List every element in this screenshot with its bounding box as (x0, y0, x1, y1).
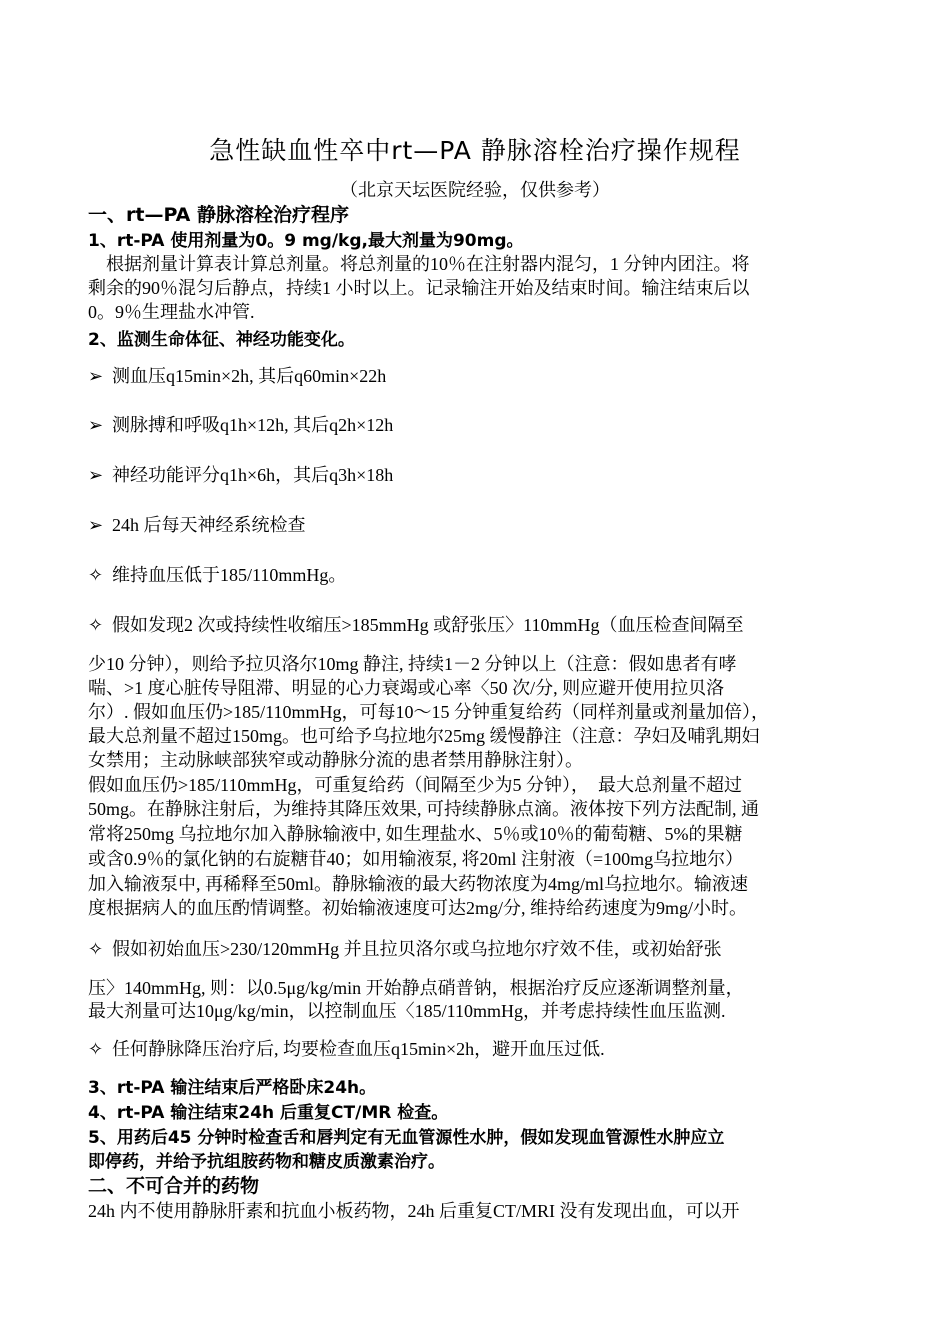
item1-heading: 1、rt-PA 使用剂量为0。9 mg/kg,最大剂量为90mg。 (88, 231, 524, 251)
diamond-bullet-icon: ✧ (88, 1039, 104, 1059)
diamond-bullet-icon: ✧ (88, 565, 104, 585)
list-item-text: 假如初始血压>230/120mmHg 并且拉贝洛尔或乌拉地尔疗效不佳，或初始舒张 (112, 939, 722, 959)
paragraph-line: 女禁用；主动脉峡部狭窄或动静脉分流的患者禁用静脉注射）。 (88, 750, 583, 770)
arrow-bullet-icon: ➢ (88, 366, 104, 386)
paragraph-line: 喘、>1 度心脏传导阻滞、明显的心力衰竭或心率〈50 次/分, 则应避开使用拉贝洛 (88, 678, 725, 698)
paragraph-line: 或含0.9％的氯化钠的右旋糖苷40；如用输液泵, 将20ml 注射液（=100mg乌拉地尔） (88, 849, 744, 869)
paragraph-line: 50mg。在静脉注射后，为维持其降压效果, 可持续静脉点滴。液体按下列方法配制, 通 (88, 799, 759, 819)
list-item-text: 任何静脉降压治疗后, 均要检查血压q15min×2h，避开血压过低. (112, 1039, 605, 1059)
item5-heading: 5、用药后45 分钟时检查舌和唇判定有无血管源性水肿，假如发现血管源性水肿应立 (88, 1128, 725, 1148)
paragraph-line: 剩余的90％混匀后静点，持续1 小时以上。记录输注开始及结束时间。输注结束后以 (88, 278, 750, 298)
paragraph-line: 度根据病人的血压酌情调整。初始输液速度可达2mg/分, 维持给药速度为9mg/小时。 (88, 898, 748, 918)
paragraph-line: 少10 分钟），则给予拉贝洛尔10mg 静注, 持续1－2 分钟以上（注意：假如患者有哮 (88, 654, 737, 674)
item5-heading-cont: 即停药，并给予抗组胺药物和糖皮质激素治疗。 (88, 1152, 445, 1172)
diamond-bullet-icon: ✧ (88, 939, 104, 959)
paragraph-line: 尔）. 假如血压仍>185/110mmHg，可每10～15 分钟重复给药（同样剂量或剂量加倍）， (88, 702, 769, 722)
list-item (88, 561, 346, 587)
arrow-bullet-icon: ➢ (88, 415, 104, 435)
document-title: 急性缺血性卒中rt—PA 静脉溶栓治疗操作规程 (209, 136, 741, 165)
paragraph-line: 24h 内不使用静脉肝素和抗血小板药物，24h 后重复CT/MRI 没有发现出血，可以开 (88, 1201, 740, 1221)
item4-heading: 4、rt-PA 输注结束24h 后重复CT/MR 检查。 (88, 1103, 449, 1123)
item2-heading: 2、监测生命体征、神经功能变化。 (88, 330, 355, 350)
document-subtitle: （北京天坛医院经验，仅供参考） (340, 180, 610, 200)
paragraph-line: 0。9％生理盐水冲管. (88, 302, 255, 322)
list-item-text: 24h 后每天神经系统检查 (112, 515, 306, 535)
list-item-text: 神经功能评分q1h×6h，其后q3h×18h (112, 465, 394, 485)
list-item (88, 362, 386, 388)
arrow-bullet-icon: ➢ (88, 515, 104, 535)
list-item (88, 411, 393, 437)
item3-heading: 3、rt-PA 输注结束后严格卧床24h。 (88, 1078, 377, 1098)
paragraph-line: 最大总剂量不超过150mg。也可给予乌拉地尔25mg 缓慢静注（注意：孕妇及哺乳期妇 (88, 726, 760, 746)
arrow-bullet-icon: ➢ (88, 465, 104, 485)
list-item (88, 511, 306, 537)
section2-heading: 二、不可合并的药物 (88, 1175, 260, 1197)
paragraph-line: 压〉140mmHg, 则：以0.5μg/kg/min 开始静点硝普钠，根据治疗反应逐渐调整剂量， (88, 978, 744, 998)
section1-heading: 一、rt—PA 静脉溶栓治疗程序 (88, 204, 349, 226)
paragraph-line: 最大剂量可达10μg/kg/min，以控制血压〈185/110mmHg，并考虑持续性血压监测. (88, 1001, 726, 1021)
list-item-text: 测血压q15min×2h, 其后q60min×22h (112, 366, 387, 386)
paragraph-line: 加入输液泵中, 再稀释至50ml。静脉输液的最大药物浓度为4mg/ml乌拉地尔。输液速 (88, 874, 749, 894)
paragraph-line: 常将250mg 乌拉地尔加入静脉输液中, 如生理盐水、5％或10％的葡萄糖、5%的果糖 (88, 824, 743, 844)
list-item-text: 维持血压低于185/110mmHg。 (112, 565, 347, 585)
list-item (88, 611, 743, 637)
paragraph-line: 根据剂量计算表计算总剂量。将总剂量的10％在注射器内混匀，1 分钟内团注。将 (88, 254, 750, 274)
list-item-text: 假如发现2 次或持续性收缩压>185mmHg 或舒张压〉110mmHg（血压检查间隔至 (112, 615, 744, 635)
list-item (88, 461, 393, 487)
diamond-bullet-icon: ✧ (88, 615, 104, 635)
list-item (88, 935, 722, 961)
list-item (88, 1035, 605, 1061)
paragraph-line: 假如血压仍>185/110mmHg，可重复给药（间隔至少为5 分钟）， 最大总剂量不超过 (88, 775, 742, 795)
list-item-text: 测脉搏和呼吸q1h×12h, 其后q2h×12h (112, 415, 394, 435)
